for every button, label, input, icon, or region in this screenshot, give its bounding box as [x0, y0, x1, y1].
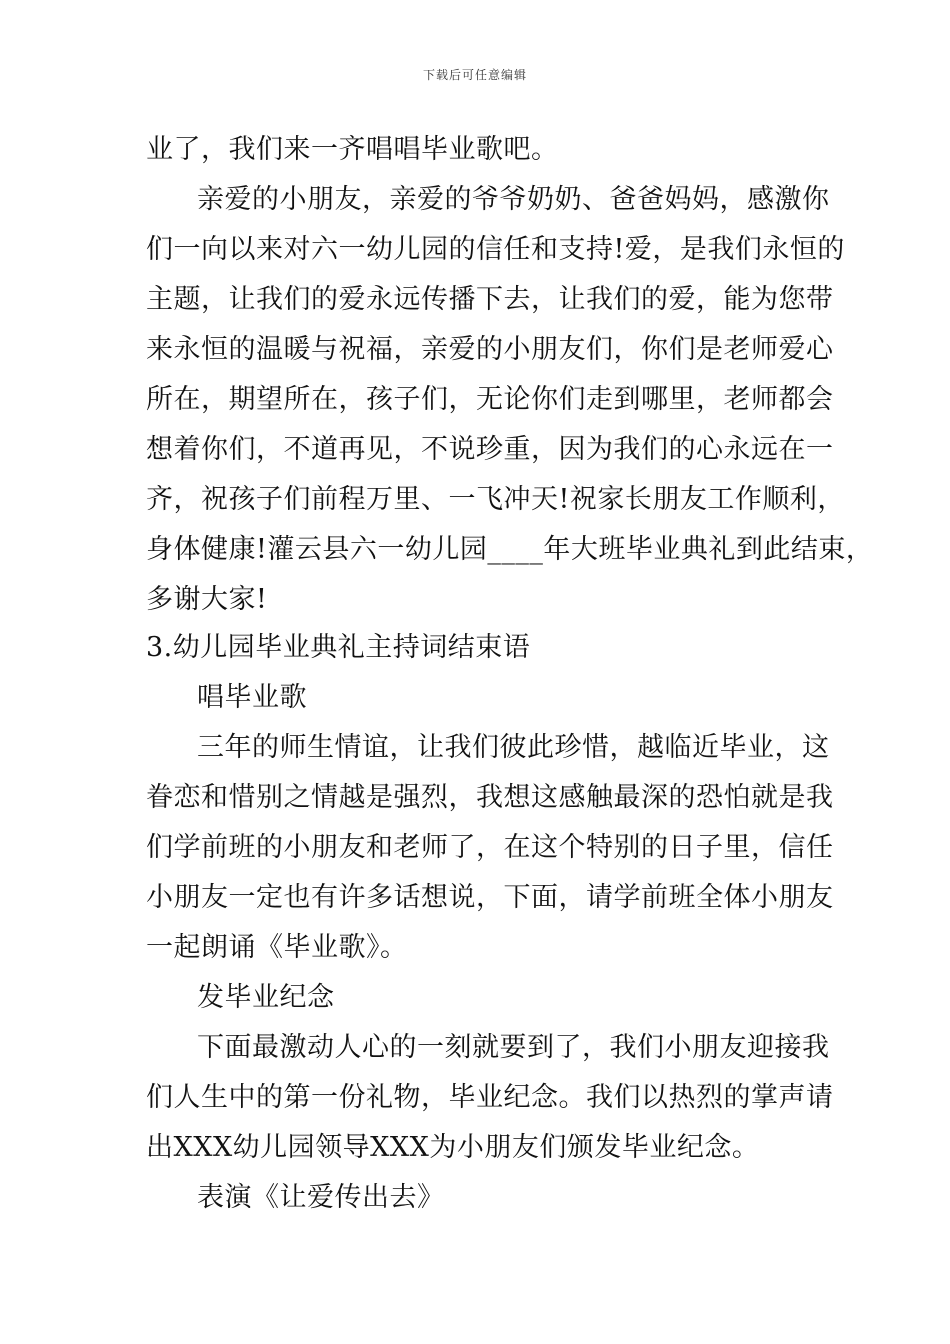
text-line: 多谢大家!: [146, 584, 268, 615]
text-line: 们人生中的第一份礼物，毕业纪念。我们以热烈的掌声请: [146, 1082, 834, 1113]
section-heading: 3.幼儿园毕业典礼主持词结束语: [146, 632, 531, 663]
page-header: 下载后可任意编辑: [422, 68, 527, 82]
paragraph-start: 下面最激动人心的一刻就要到了，我们小朋友迎接我: [197, 1032, 830, 1063]
text-line: 所在，期望所在，孩子们，无论你们走到哪里，老师都会: [146, 384, 834, 415]
text-line: 想着你们，不道再见，不说珍重，因为我们的心永远在一: [146, 434, 834, 465]
text-line: 身体健康!灌云县六一幼儿园____年大班毕业典礼到此结束，: [146, 534, 874, 565]
subheading: 发毕业纪念: [197, 982, 335, 1013]
text-line: 们学前班的小朋友和老师了，在这个特别的日子里，信任: [146, 832, 834, 863]
text-line: 来永恒的温暖与祝福，亲爱的小朋友们，你们是老师爱心: [146, 334, 834, 365]
text-line: 们一向以来对六一幼儿园的信任和支持!爱，是我们永恒的: [146, 234, 845, 265]
text-line: 出XXX幼儿园领导XXX为小朋友们颁发毕业纪念。: [146, 1132, 760, 1163]
subheading: 唱毕业歌: [197, 682, 307, 713]
subheading: 表演《让爱传出去》: [197, 1182, 445, 1213]
text-line: 齐，祝孩子们前程万里、一飞冲天!祝家长朋友工作顺利，: [146, 484, 845, 515]
text-line: 小朋友一定也有许多话想说，下面，请学前班全体小朋友: [146, 882, 834, 913]
text-line: 业了，我们来一齐唱唱毕业歌吧。: [146, 134, 559, 165]
text-line: 一起朗诵《毕业歌》。: [146, 932, 408, 963]
text-line: 主题，让我们的爱永远传播下去，让我们的爱，能为您带: [146, 284, 834, 315]
paragraph-start: 亲爱的小朋友，亲爱的爷爷奶奶、爸爸妈妈，感激你: [197, 184, 830, 215]
paragraph-start: 三年的师生情谊，让我们彼此珍惜，越临近毕业，这: [197, 732, 830, 763]
text-line: 眷恋和惜别之情越是强烈，我想这感触最深的恐怕就是我: [146, 782, 834, 813]
